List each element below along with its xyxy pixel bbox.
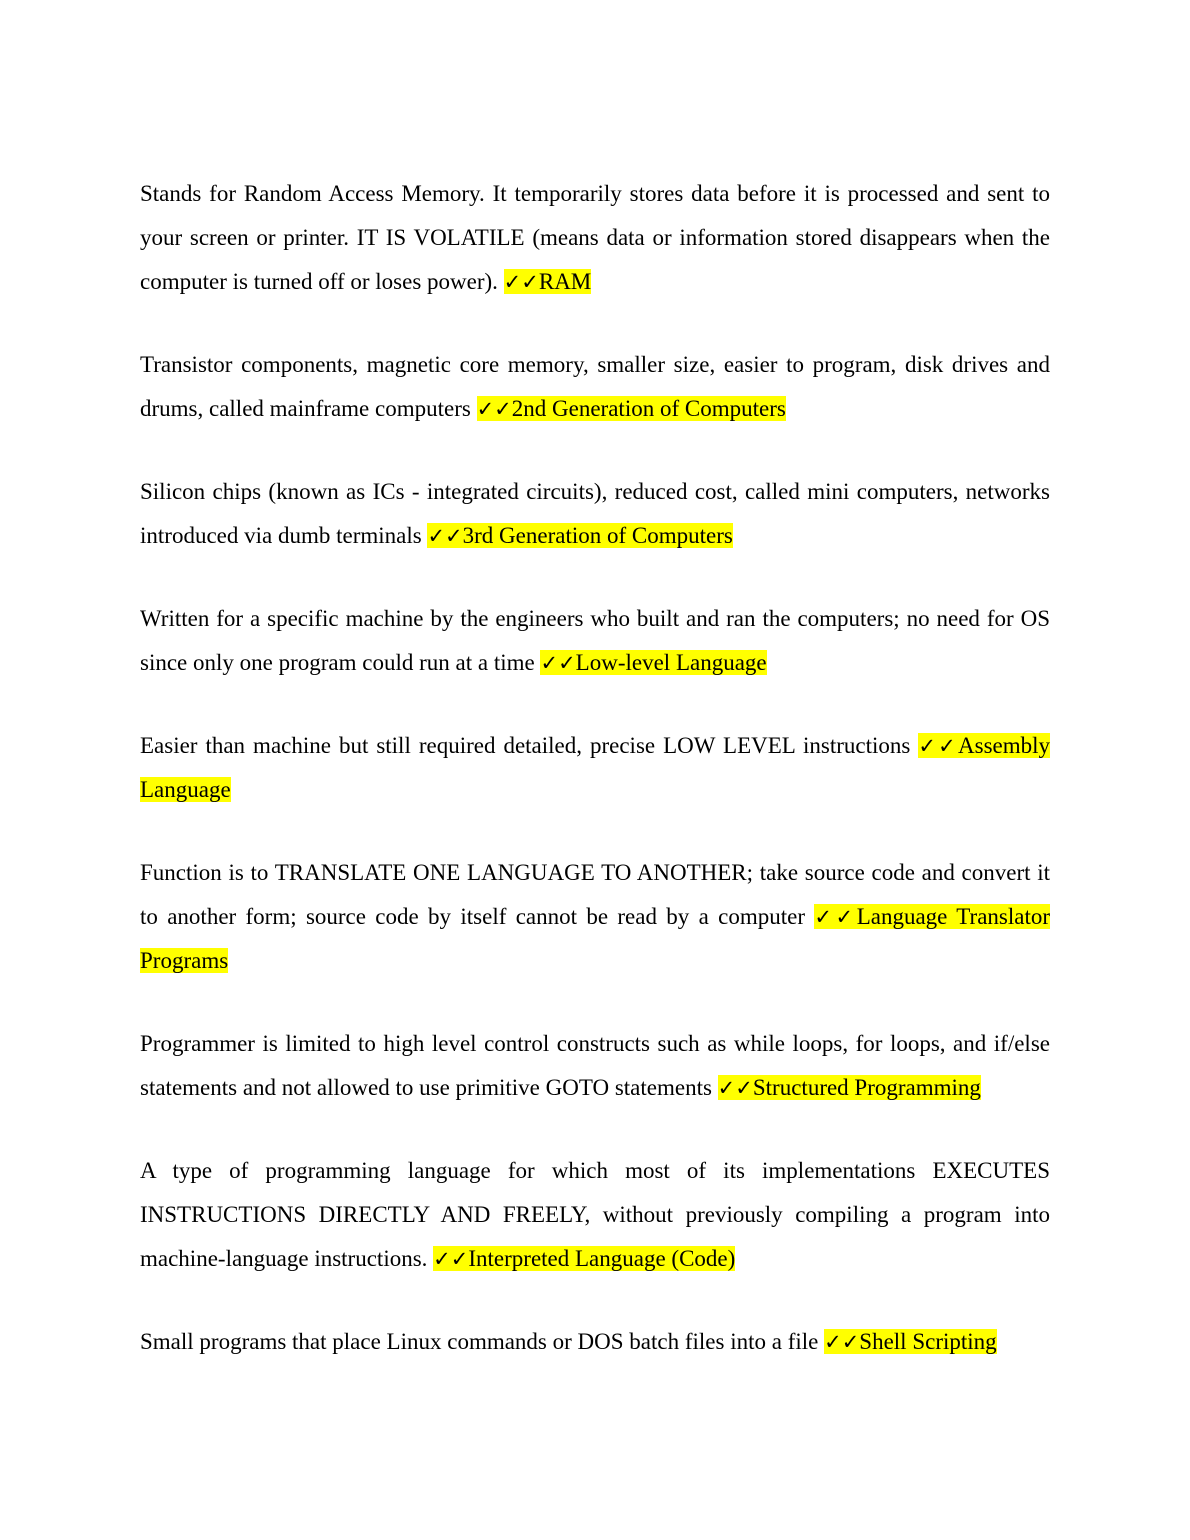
entry-2nd-generation: [140, 343, 1050, 431]
answer-highlight: [427, 523, 732, 548]
checkmark-icon: ✓✓: [503, 270, 539, 294]
entry-definition: Silicon chips (known as ICs - integrated circuits), reduced cost, called mini computers, networks introduced via dumb terminals: [140, 479, 1050, 548]
entry-answer: 2nd Generation of Computers: [511, 396, 786, 421]
document-page: [140, 172, 1050, 1403]
entry-answer: 3rd Generation of Computers: [462, 523, 733, 548]
answer-highlight: [433, 1246, 735, 1271]
entry-answer: RAM: [538, 269, 592, 294]
entry-ram: [140, 172, 1050, 304]
checkmark-icon: ✓✓: [814, 905, 857, 929]
answer-highlight: [477, 396, 786, 421]
entry-definition: A type of programming language for which most of its implementations EXECUTES INSTRUCTIONS DIRECTLY AND FREELY, without previously compiling a program into machine-language instructions.: [140, 1158, 1050, 1271]
entry-answer: Interpreted Language (Code): [468, 1246, 736, 1271]
entry-assembly-language: [140, 724, 1050, 812]
entry-definition: Stands for Random Access Memory. It temporarily stores data before it is processed and sent to your screen or printer. IT IS VOLATILE (means data or information stored disappears when the computer is turned off or loses power).: [140, 181, 1050, 294]
checkmark-icon: ✓✓: [476, 397, 512, 421]
entry-3rd-generation: [140, 470, 1050, 558]
entry-shell-scripting: [140, 1320, 1050, 1364]
entry-answer: Shell Scripting: [859, 1329, 997, 1354]
entry-definition: Transistor components, magnetic core memory, smaller size, easier to program, disk drives and drums, called mainframe computers: [140, 352, 1050, 421]
answer-highlight: [504, 269, 592, 294]
entry-answer: Structured Programming: [752, 1075, 981, 1100]
entry-interpreted-language: [140, 1149, 1050, 1281]
checkmark-icon: ✓✓: [717, 1076, 753, 1100]
checkmark-icon: ✓✓: [824, 1330, 860, 1354]
entry-definition: Easier than machine but still required detailed, precise LOW LEVEL instructions: [140, 733, 911, 758]
entry-definition: Function is to TRANSLATE ONE LANGUAGE TO ANOTHER; take source code and convert it to another form; source code by itself cannot be read by a computer: [140, 860, 1050, 929]
checkmark-icon: ✓✓: [918, 734, 959, 758]
entry-structured-programming: [140, 1022, 1050, 1110]
answer-highlight: [718, 1075, 981, 1100]
entry-definition: Small programs that place Linux commands or DOS batch files into a file: [140, 1329, 819, 1354]
entry-definition: Programmer is limited to high level control constructs such as while loops, for loops, and if/else statements and not allowed to use primitive GOTO statements: [140, 1031, 1050, 1100]
checkmark-icon: ✓✓: [540, 651, 576, 675]
entry-definition: Written for a specific machine by the engineers who built and ran the computers; no need for OS since only one program could run at a time: [140, 606, 1050, 675]
entry-answer: Assembly Language: [140, 733, 1051, 802]
checkmark-icon: ✓✓: [427, 524, 463, 548]
answer-highlight: [824, 1329, 997, 1354]
checkmark-icon: ✓✓: [433, 1247, 469, 1271]
entry-answer: Language Translator Programs: [140, 904, 1051, 973]
entry-answer: Low-level Language: [575, 650, 767, 675]
entry-low-level-language: [140, 597, 1050, 685]
entry-language-translator: [140, 851, 1050, 983]
answer-highlight: [540, 650, 766, 675]
